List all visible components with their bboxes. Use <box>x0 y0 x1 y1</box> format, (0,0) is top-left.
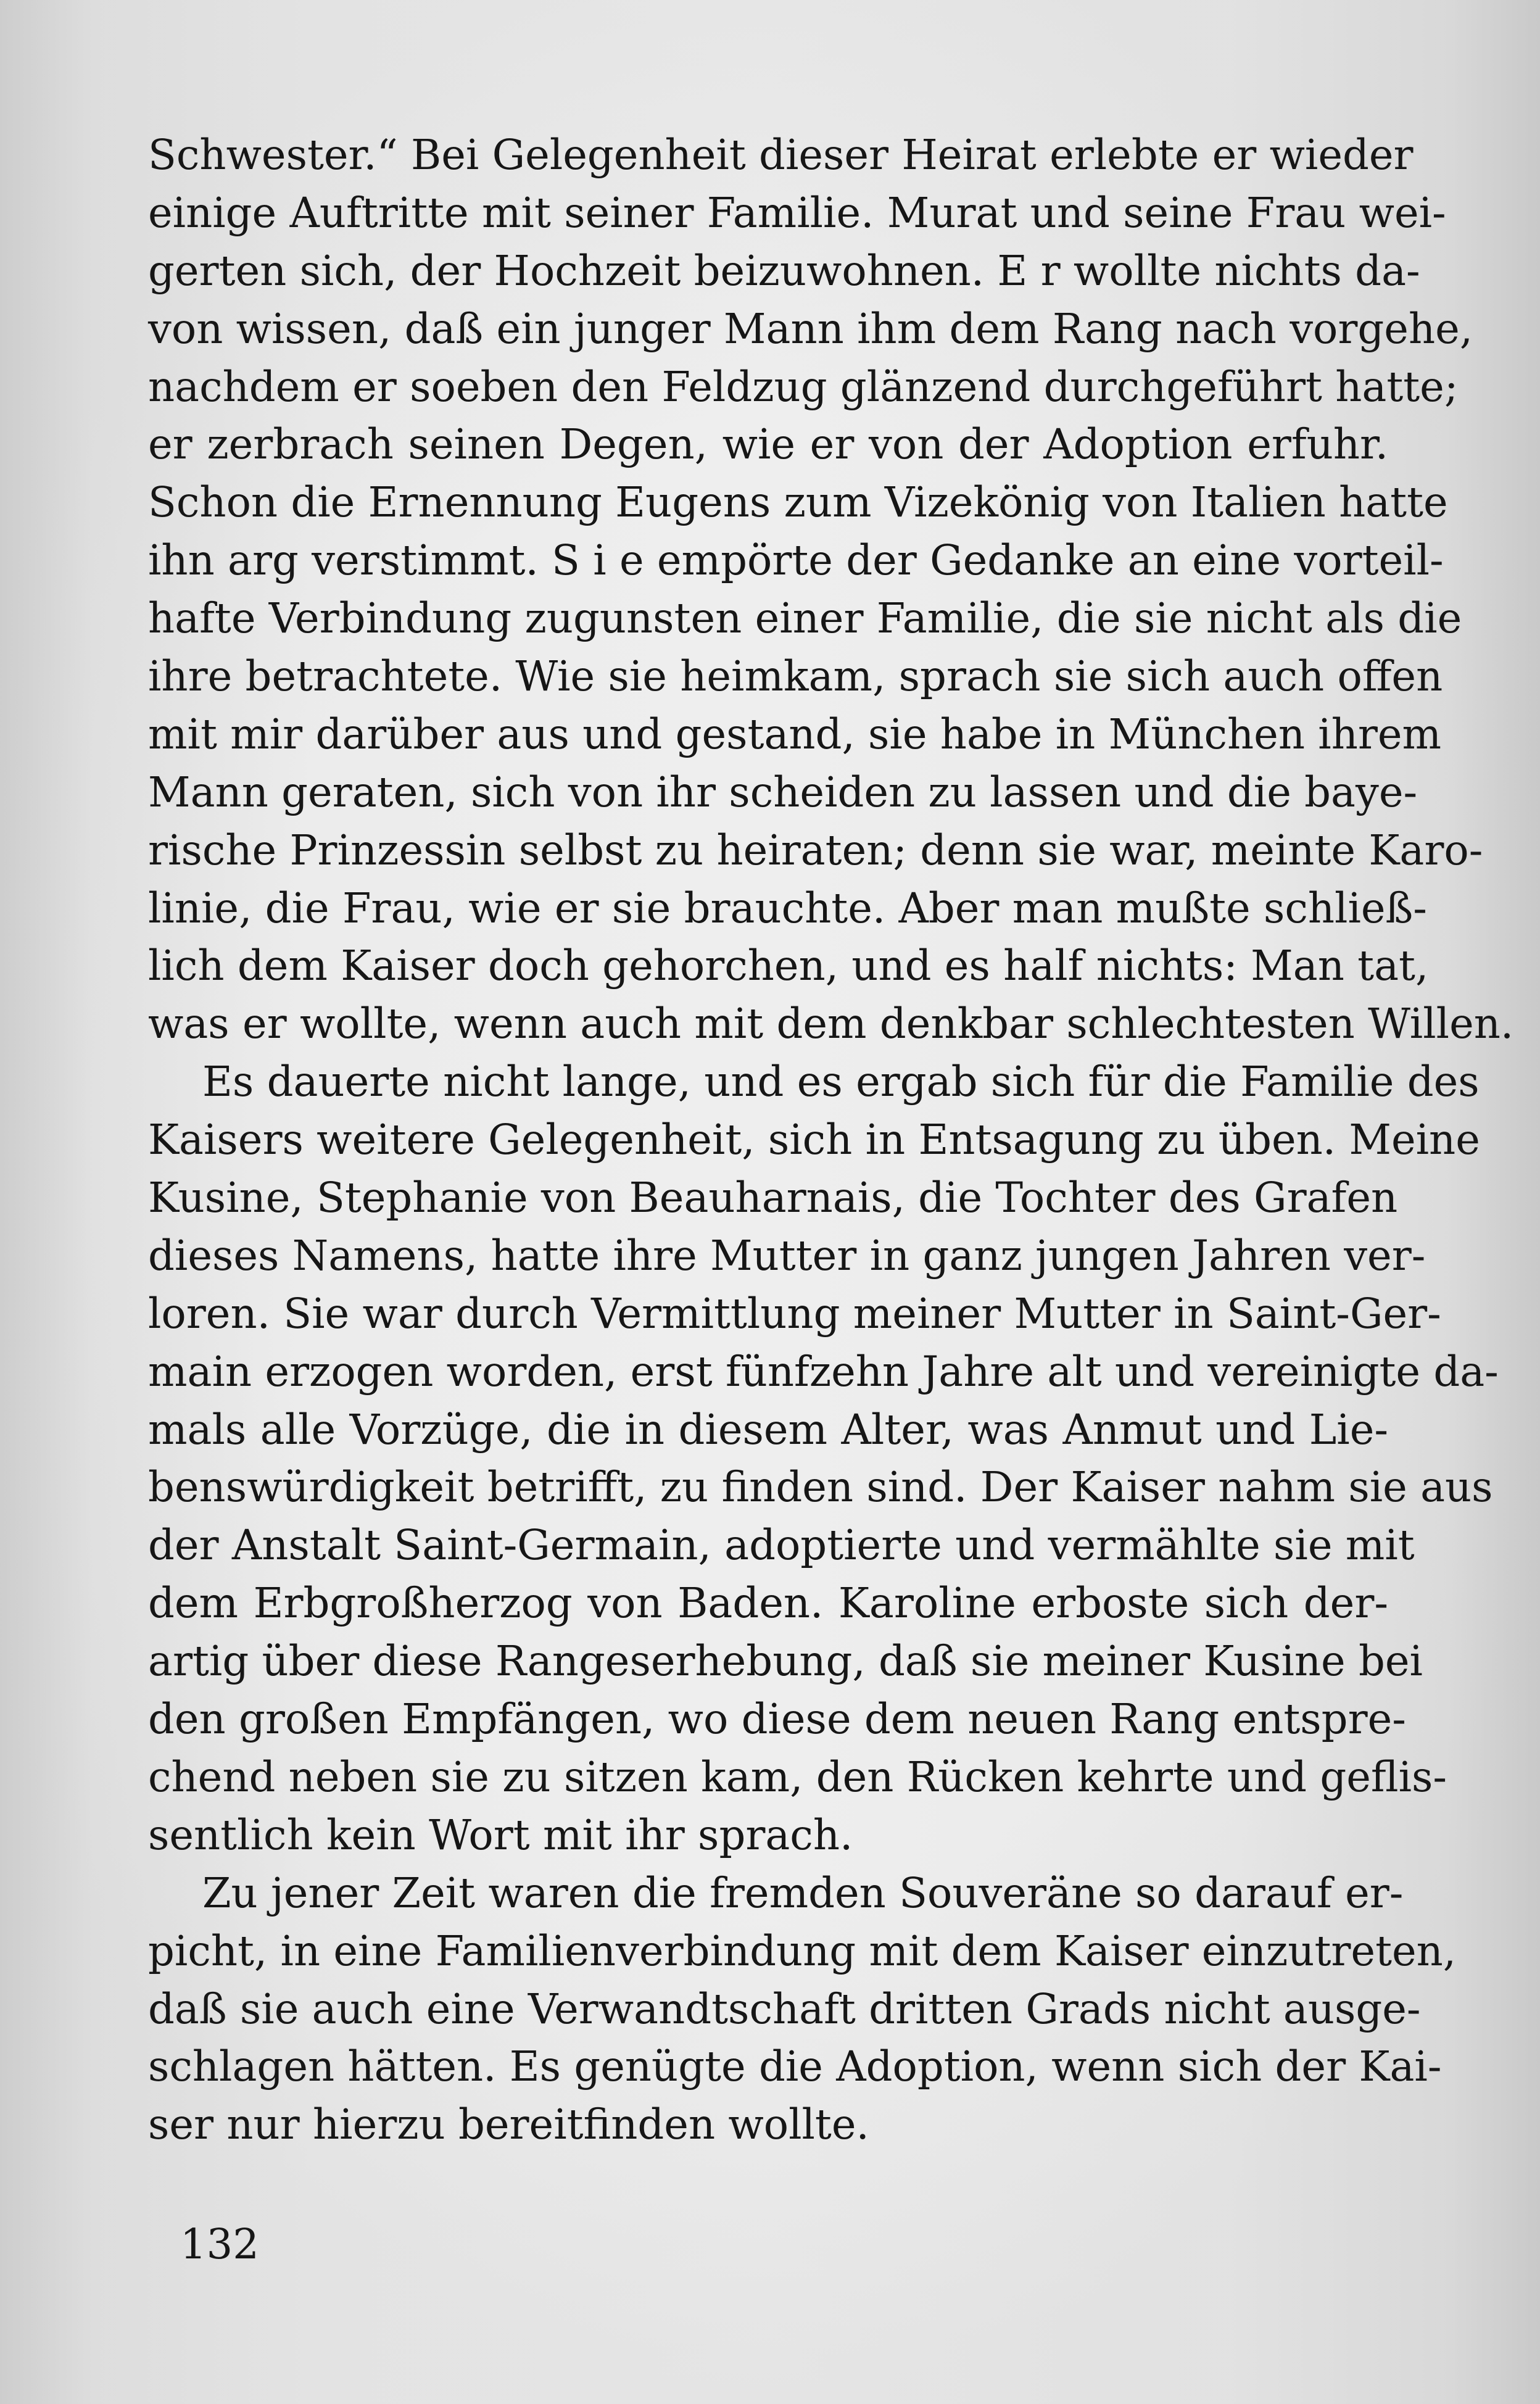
text-line: Mann geraten, sich von ihr scheiden zu lassen und die baye- <box>148 768 1418 816</box>
paragraph-2 <box>148 1053 1499 1864</box>
text-line: von wissen, daß ein junger Mann ihm dem Rang nach vorgehe, <box>148 304 1473 353</box>
text-line: dem Erbgroßherzog von Baden. Karoline erboste sich der- <box>148 1579 1388 1628</box>
text-line: Zu jener Zeit waren die fremden Souveräne so darauf er- <box>202 1868 1404 1917</box>
text-line: Schwester.“ Bei Gelegenheit dieser Heirat erlebte er wieder <box>148 131 1414 179</box>
text-line: hafte Verbindung zugunsten einer Familie, die sie nicht als die <box>148 594 1462 643</box>
body-text <box>148 126 1514 2154</box>
text-line: ihn arg verstimmt. S i e empörte der Gedanke an eine vorteil- <box>148 536 1444 585</box>
text-line: artig über diese Rangeserhebung, daß sie meiner Kusine bei <box>148 1637 1423 1686</box>
text-line: Es dauerte nicht lange, und es ergab sich für die Familie des <box>202 1058 1480 1106</box>
text-line: schlagen hätten. Es genügte die Adoption, wenn sich der Kai- <box>148 2042 1442 2091</box>
text-line: rische Prinzessin selbst zu heiraten; denn sie war, meinte Karo- <box>148 826 1483 874</box>
text-line: den großen Empfängen, wo diese dem neuen Rang entspre- <box>148 1695 1406 1744</box>
text-line: main erzogen worden, erst fünfzehn Jahre alt und vereinigte da- <box>148 1347 1499 1396</box>
text-line: ihre betrachtete. Wie sie heimkam, sprach sie sich auch offen <box>148 652 1443 701</box>
text-line: picht, in eine Familienverbindung mit dem Kaiser einzutreten, <box>148 1926 1457 1975</box>
text-line: Schon die Ernennung Eugens zum Vizekönig von Italien hatte <box>148 478 1448 527</box>
text-line: sentlich kein Wort mit ihr sprach. <box>148 1810 853 1859</box>
text-line: was er wollte, wenn auch mit dem denkbar schlechtesten Willen. <box>148 1000 1514 1048</box>
text-line: gerten sich, der Hochzeit beizuwohnen. E r wollte nichts da- <box>148 246 1420 295</box>
text-line: lich dem Kaiser doch gehorchen, und es half nichts: Man tat, <box>148 942 1429 990</box>
text-line: mals alle Vorzüge, die in diesem Alter, was Anmut und Lie- <box>148 1405 1388 1454</box>
text-line: ser nur hierzu bereitfinden wollte. <box>148 2100 869 2149</box>
paragraph-3 <box>148 1865 1457 2154</box>
text-line: Kusine, Stephanie von Beauharnais, die Tochter des Grafen <box>148 1174 1398 1222</box>
text-line: benswürdigkeit betrifft, zu finden sind. Der Kaiser nahm sie aus <box>148 1463 1493 1512</box>
text-line: mit mir darüber aus und gestand, sie habe in München ihrem <box>148 710 1442 758</box>
text-line: chend neben sie zu sitzen kam, den Rücken kehrte und geflis- <box>148 1752 1447 1801</box>
text-line: nachdem er soeben den Feldzug glänzend durchgeführt hatte; <box>148 362 1459 411</box>
text-line: der Anstalt Saint-Germain, adoptierte und vermählte sie mit <box>148 1521 1415 1570</box>
text-line: loren. Sie war durch Vermittlung meiner Mutter in Saint-Ger- <box>148 1289 1441 1338</box>
text-line: einige Auftritte mit seiner Familie. Murat und seine Frau wei- <box>148 188 1446 237</box>
text-line: er zerbrach seinen Degen, wie er von der Adoption erfuhr. <box>148 420 1388 469</box>
page-number: 132 <box>180 2220 259 2268</box>
text-line: Kaisers weitere Gelegenheit, sich in Entsagung zu üben. Meine <box>148 1116 1480 1164</box>
text-line: dieses Namens, hatte ihre Mutter in ganz jungen Jahren ver- <box>148 1231 1426 1280</box>
paragraph-1 <box>148 126 1514 1053</box>
text-line: linie, die Frau, wie er sie brauchte. Aber man mußte schließ- <box>148 884 1427 932</box>
text-line: daß sie auch eine Verwandtschaft dritten Grads nicht ausge- <box>148 1984 1421 2033</box>
